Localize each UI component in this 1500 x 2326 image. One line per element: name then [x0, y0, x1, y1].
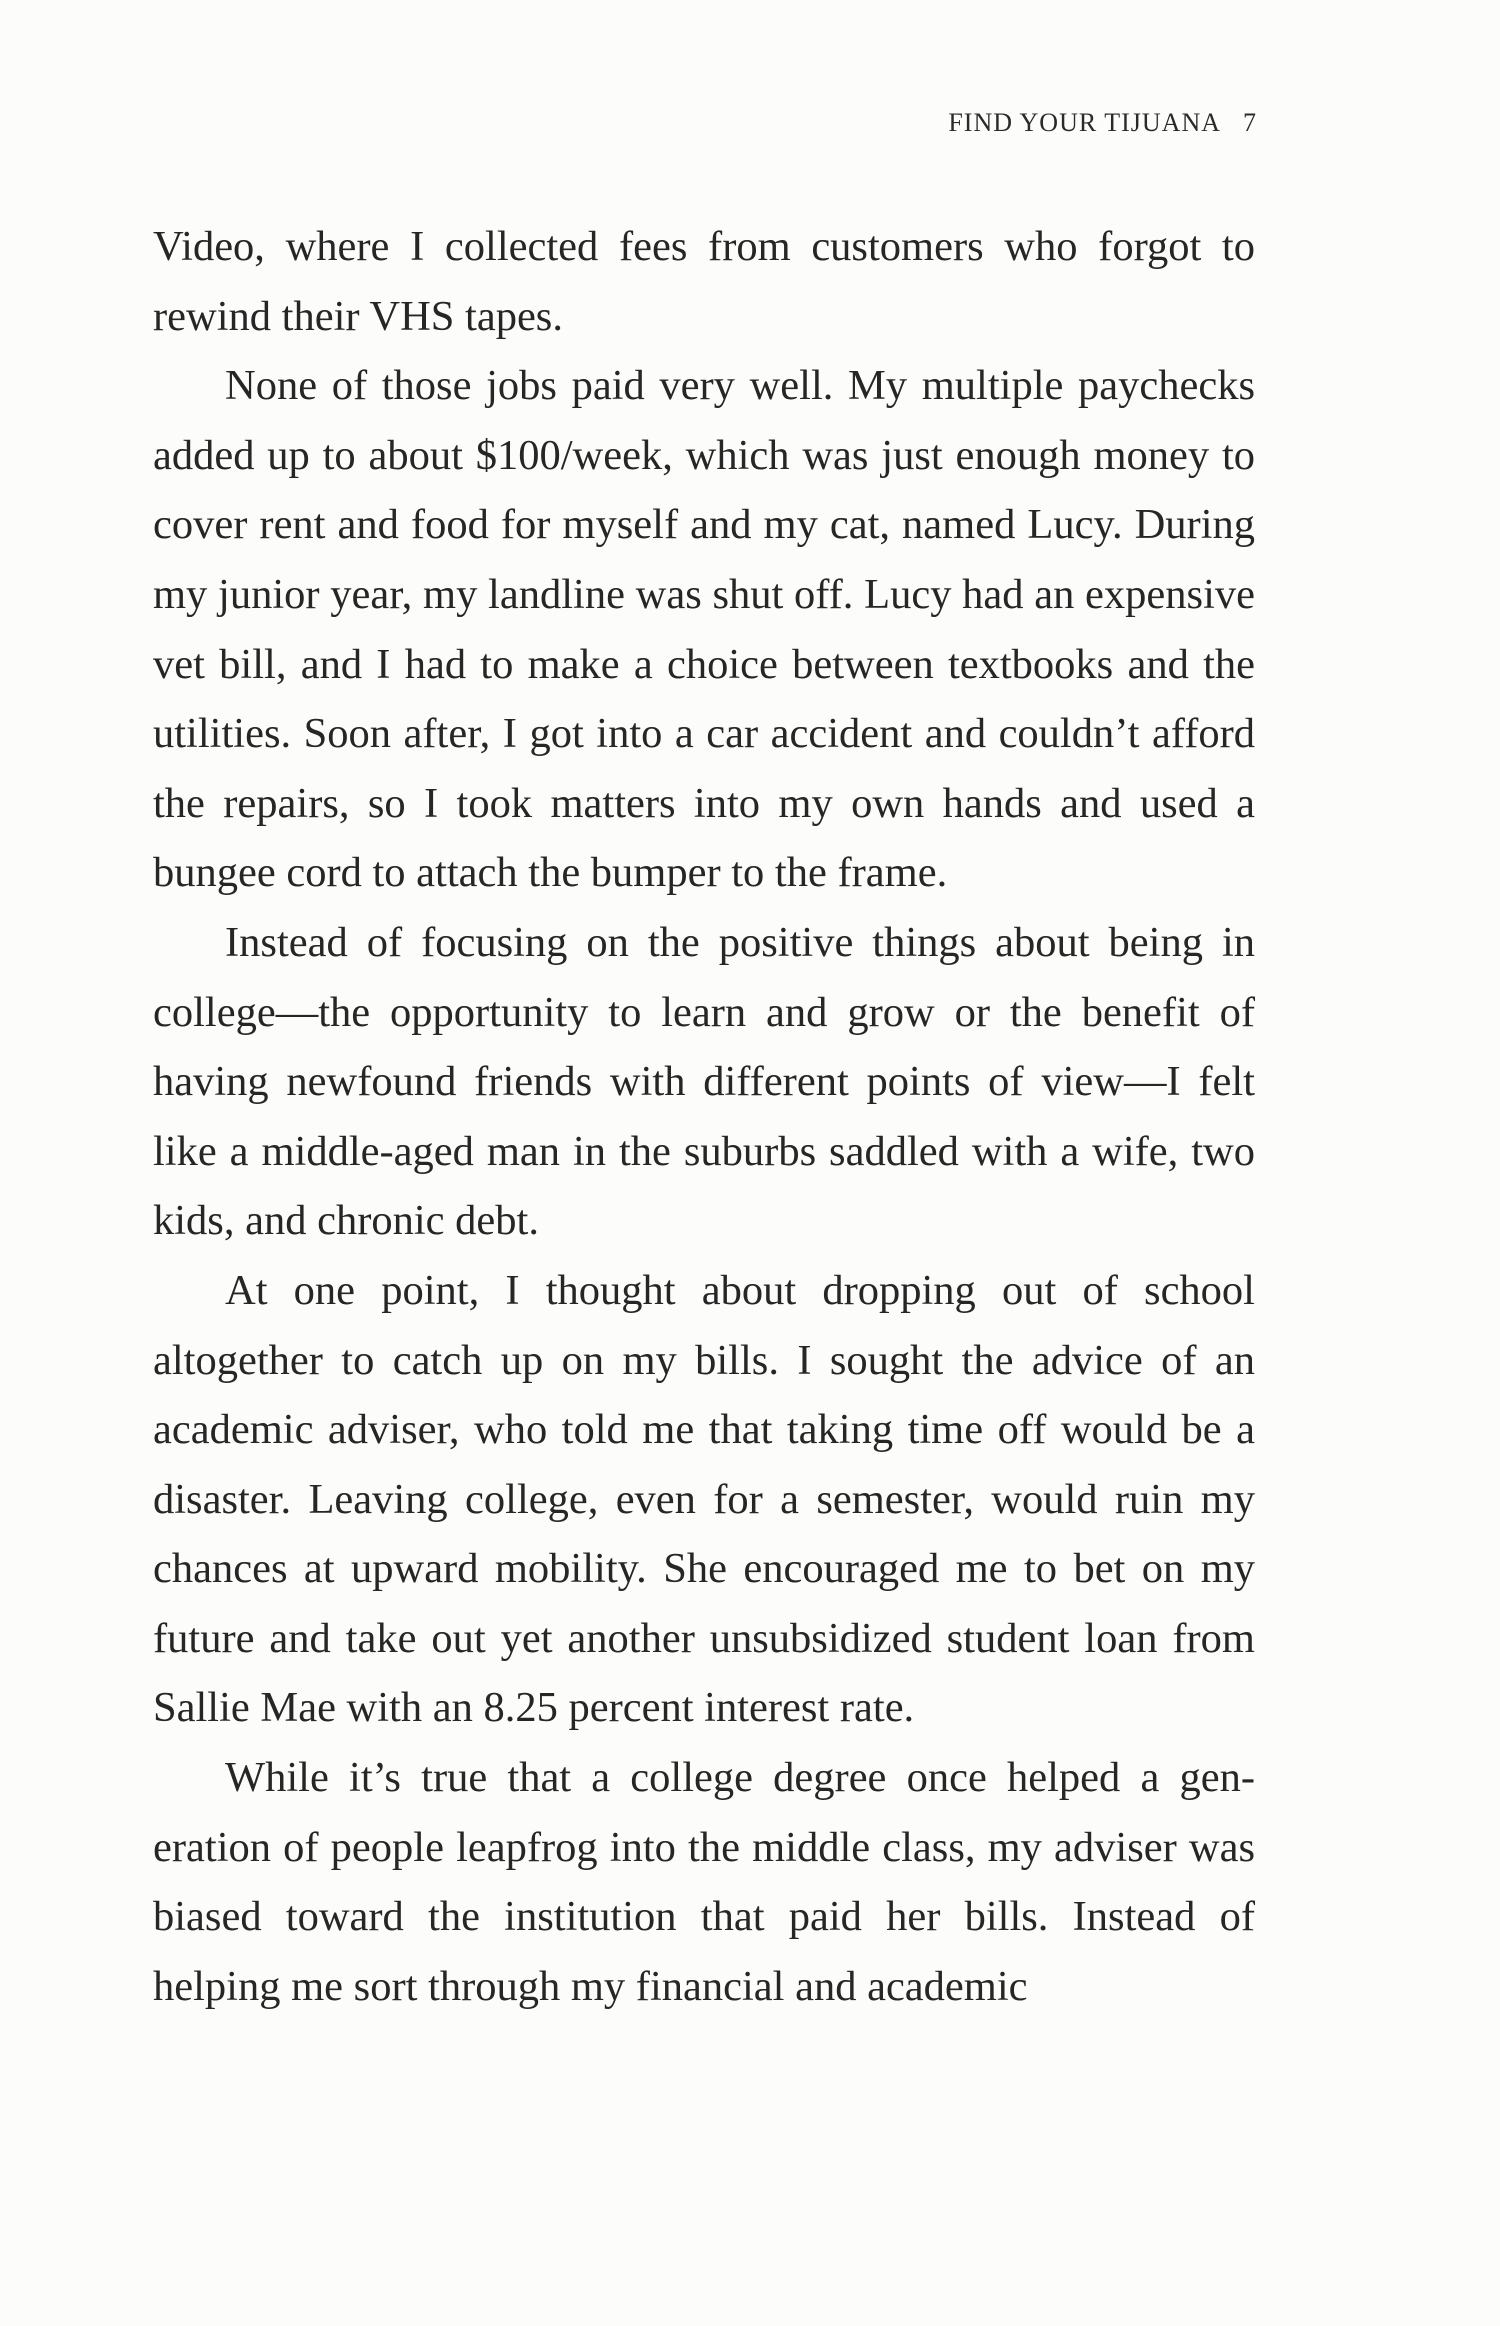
running-title: FIND YOUR TIJUANA	[948, 108, 1221, 137]
body-text	[153, 212, 1255, 2021]
paragraph: Video, where I collected fees from customers who forgot to rewind their VHS tapes.	[153, 223, 1255, 340]
paragraph: Instead of focusing on the positive things about being in college—the opportunity to learn and grow or the benefit of having newfound friends with different points of view—I felt like a middle-aged man in the suburbs saddled with a wife, two kids, and chronic debt.	[153, 918, 1255, 1245]
paragraph: While it’s true that a college degree once helped a generation of people leapfrog into the middle class, my adviser was biased toward the institution that paid her bills. Instead of helping me sort through my financial and academic	[153, 1754, 1255, 2010]
paragraph: None of those jobs paid very well. My multiple paychecks added up to about $100/week, which was just enough money to cover rent and food for myself and my cat, named Lucy. During my junior year, my landline was shut off. Lucy had an expensive vet bill, and I had to make a choice between textbooks and the utilities. Soon after, I got into a car accident and couldn’t afford the repairs, so I took matters into my own hands and used a bungee cord to attach the bumper to the frame.	[153, 362, 1255, 897]
page-number: 7	[1243, 108, 1257, 137]
running-head	[948, 108, 1257, 138]
paragraph: At one point, I thought about dropping out of school altogether to catch up on my bills. I sought the advice of an academic adviser, who told me that taking time off would be a disaster. Leaving college, even for a semester, would ruin my chances at upward mobility. She encouraged me to bet on my future and take out yet another unsubsidized student loan from Sallie Mae with an 8.25 percent interest rate.	[153, 1266, 1255, 1732]
